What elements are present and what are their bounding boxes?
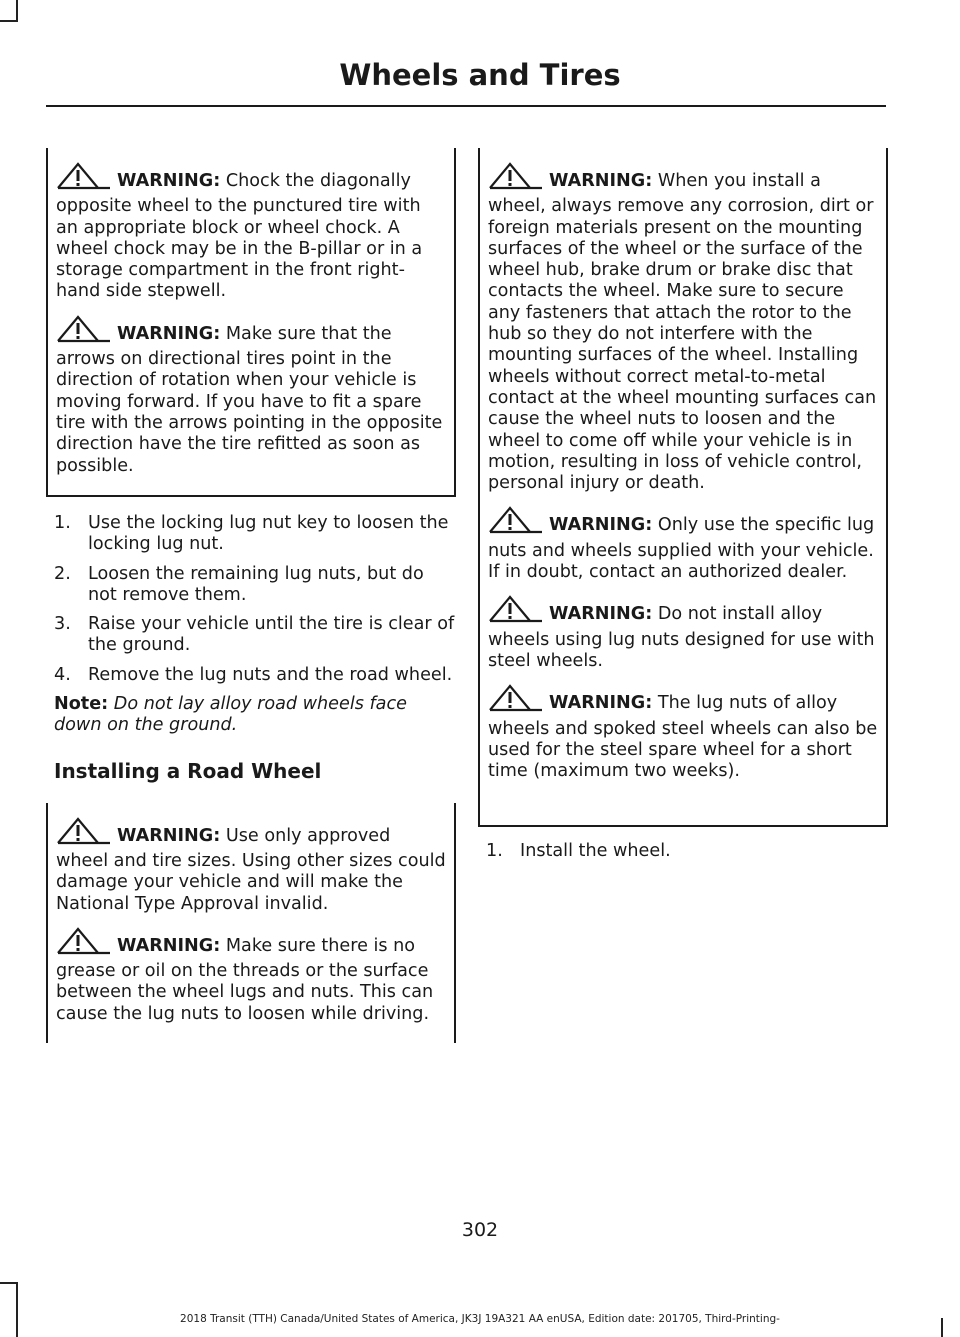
left-column — [46, 148, 456, 1043]
warning-triangle-icon — [488, 506, 544, 540]
list-item — [46, 665, 456, 686]
warning-text: Make sure that the arrows on directional tires point in the direction of rotation when your vehicle is moving forward. If you have to fit a spare tire with the arrows pointing in the opposite direction have the tire refitted as soon as possible. — [56, 323, 443, 476]
footer-text: 2018 Transit (TTH) Canada/United States of America, JK3J 19A321 AA enUSA, Edition date: 201705, Third-Printing- — [180, 1313, 780, 1325]
step-text: Loosen the remaining lug nuts, but do not remove them. — [88, 563, 424, 605]
warning-triangle-icon — [56, 315, 112, 349]
warning-text: The lug nuts of alloy wheels and spoked steel wheels can also be used for the steel spare wheel for a short time (maximum two weeks). — [488, 693, 878, 782]
step-number: 4. — [54, 664, 71, 685]
warning-triangle-icon — [488, 162, 544, 196]
warning-text: Chock the diagonally opposite wheel to the punctured tire with an appropriate block or wheel chock. A wheel chock may be in the B-pillar or in a storage compartment in the front right-hand side stepwell. — [56, 171, 423, 302]
note-text: Do not lay alloy road wheels face down on the ground. — [54, 694, 407, 736]
step-number: 2. — [54, 563, 71, 584]
page-title: Wheels and Tires — [339, 58, 621, 92]
warning-box-bottom — [46, 803, 456, 1043]
warning-box-right — [478, 148, 888, 827]
section-heading: Installing a Road Wheel — [54, 758, 322, 783]
warning-label: WARNING: — [117, 935, 221, 956]
step-text: Use the locking lug nut key to loosen the locking lug nut. — [88, 513, 449, 555]
list-item — [478, 841, 888, 862]
note-label: Note: — [54, 694, 109, 715]
warning-label: WARNING: — [549, 604, 653, 625]
crop-mark-bottom-left-vertical — [16, 1282, 18, 1337]
warning-label: WARNING: — [549, 171, 653, 191]
warning-item — [488, 506, 878, 583]
warning-triangle-icon — [488, 684, 544, 718]
list-item — [46, 614, 456, 657]
warning-label: WARNING: — [117, 171, 221, 191]
crop-mark-top-left-horizontal — [0, 20, 18, 22]
step-text: Remove the lug nuts and the road wheel. — [88, 664, 453, 685]
warning-item — [488, 595, 878, 672]
note — [54, 694, 448, 737]
warning-text: When you install a wheel, always remove any corrosion, dirt or foreign materials present on the mounting surfaces of the wheel or the surface of the wheel hub, brake drum or brake disc that contacts the wheel. Make sure to secure any fasteners that attach the rotor to the hub so they do not interfere with the mounting surfaces of the wheel. Installing wheels without correct metal-to-metal contact at the wheel mounting surfaces can cause the wheel nuts to loosen and the wheel to come off while your vehicle is in motion, resulting in loss of vehicle control, personal injury or death. — [488, 171, 877, 494]
warning-triangle-icon — [56, 927, 112, 961]
crop-mark-bottom-left-horizontal — [0, 1282, 18, 1284]
warning-item — [56, 315, 446, 477]
page-number: 302 — [461, 1219, 499, 1241]
warning-label: WARNING: — [549, 515, 653, 536]
step-number: 1. — [54, 513, 71, 533]
warning-item — [488, 684, 878, 782]
list-item — [46, 564, 456, 607]
warning-triangle-icon — [56, 162, 112, 196]
warning-label: WARNING: — [549, 693, 653, 714]
steps-list — [478, 841, 888, 862]
right-column — [478, 148, 888, 870]
warning-text: Only use the specific lug nuts and wheels supplied with your vehicle. If in doubt, contact an authorized dealer. — [488, 515, 875, 583]
warning-label: WARNING: — [117, 825, 221, 846]
warning-text: Do not install alloy wheels using lug nuts designed for use with steel wheels. — [488, 604, 875, 671]
step-text: Install the wheel. — [520, 841, 671, 861]
header-divider — [46, 105, 886, 107]
steps-list — [46, 513, 456, 686]
list-item — [46, 513, 456, 556]
warning-label: WARNING: — [117, 323, 221, 344]
warning-box-top — [46, 148, 456, 497]
warning-triangle-icon — [488, 595, 544, 629]
step-text: Raise your vehicle until the tire is clear of the ground. — [88, 614, 455, 656]
step-number: 1. — [486, 841, 503, 861]
warning-item — [56, 162, 446, 303]
warning-text: Make sure there is no grease or oil on the threads or the surface between the wheel lugs and nuts. This can cause the lug nuts to loosen while driving. — [56, 935, 434, 1024]
warning-item — [56, 927, 446, 1025]
crop-mark-top-left-vertical — [16, 0, 18, 22]
warning-triangle-icon — [56, 817, 112, 851]
step-number: 3. — [54, 614, 71, 635]
warning-text: Use only approved wheel and tire sizes. Using other sizes could damage your vehicle and will make the National Type Approval invalid. — [56, 825, 446, 914]
warning-item — [488, 162, 878, 494]
warning-item — [56, 817, 446, 915]
